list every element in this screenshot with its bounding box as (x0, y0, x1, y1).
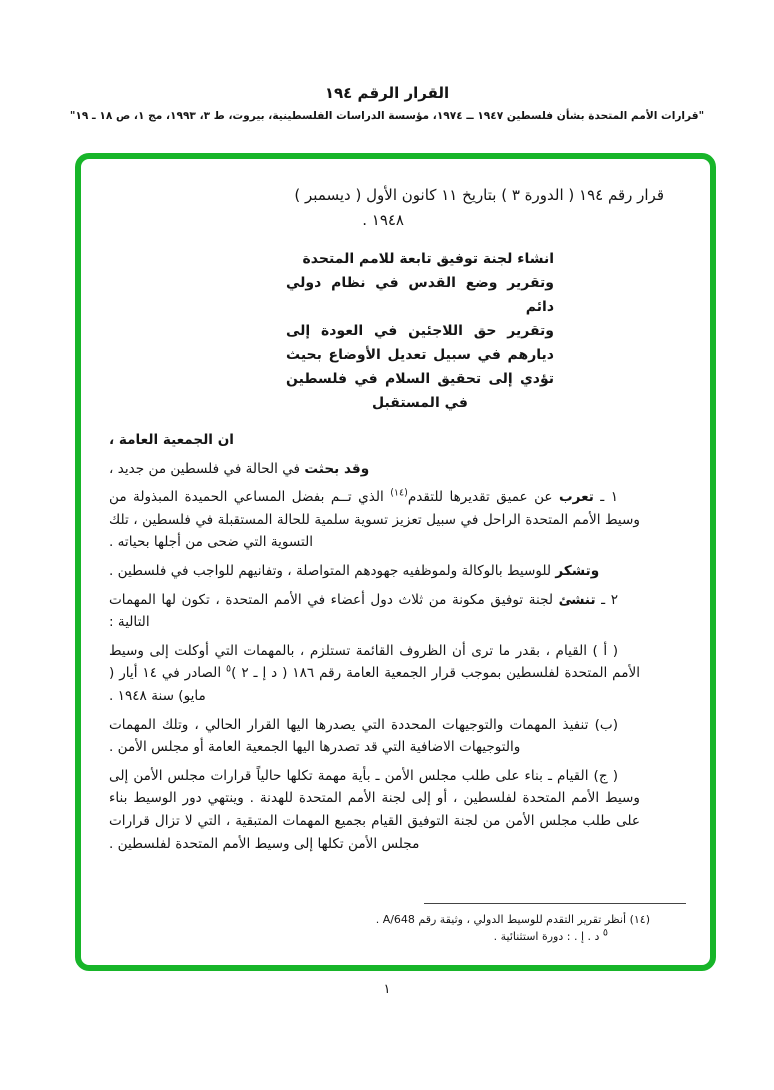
paragraph-a-text: القيام ، بقدر ما ترى أن الظروف القائمة تستلزم ، بالمهمات التي أوكلت إلى وسيط الأمم المتحدة لفلسطين بموجب قرار الجمعية العامة رقم ١٨٦ ( د إ ـ ٢ ) (109, 642, 641, 682)
paragraph-1-lead: تعرب (558, 489, 594, 506)
footnote-14-marker: (١٤) (629, 913, 650, 926)
preamble-considered (109, 458, 640, 481)
footnote-session-text: د . إ . : دورة استثنائية . (493, 930, 603, 943)
paragraph-thanks-text: للوسيط بالوكالة ولموظفيه جهودهم المتواصلة ، وتفانيهم للواجب في فلسطين . (109, 562, 556, 579)
footnote-reference-session: ٥ (226, 663, 232, 675)
resolution-body (109, 429, 640, 855)
subject-line: في المستقبل (372, 395, 468, 411)
paragraph-2 (109, 589, 640, 634)
paragraph-c-text: القيام ـ بناء على طلب مجلس الأمن ـ بأية مهمة تكلها حالياً قرارات مجلس الأمن إلى وسيط الأمم المتحدة لفلسطين ، أو إلى لجنة الأمم المتحدة للهدنة . وينتهي دور الوسيط بناء على طلب مجلس الأمن من لجنة التوفيق القيام بجميع المهمات المتبقية ، التي لا تزال قرارات مجلس الأمن تكلها إلى وسيط الأمم المتحدة لفلسطين . (109, 767, 640, 852)
footnote-separator (424, 903, 686, 904)
paragraph-2-number: ٢ ـ (595, 591, 618, 608)
paragraph-c-label: ( ج) (593, 767, 618, 784)
footnote-session (107, 928, 608, 945)
preamble-considered-rest: في الحالة في فلسطين من جديد ، (109, 460, 305, 477)
footnote-reference-14: (١٤) (390, 487, 408, 499)
preamble-assembly-text: ان الجمعية العامة ، (109, 432, 234, 448)
paragraph-c (109, 765, 640, 855)
paragraph-a-text-cont: الصادر في ١٤ أيار ( مايو) سنة ١٩٤٨ . (109, 665, 227, 704)
paragraph-b-label: (ب) (594, 716, 618, 733)
paragraph-2-text: لجنة توفيق مكونة من ثلاث دول أعضاء في الأمم المتحدة ، تكون لها المهمات التالية : (109, 591, 559, 631)
paragraph-a-label: ( أ ) (592, 642, 618, 659)
paragraph-1-number: ١ ـ (593, 489, 619, 506)
paragraph-b-text: تنفيذ المهمات والتوجيهات المحددة التي يصدرها اليها القرار الحالي ، وتلك المهمات والتوجيهات الاضافية التي قد تصدرها اليها الجمعية العامة أو مجلس الأمن . (109, 716, 595, 756)
paragraph-1-text: عن عميق تقديرها للتقدم (407, 489, 559, 506)
source-citation: "قرارات الأمم المتحدة بشأن فلسطين ١٩٤٧ ــ ١٩٧٤، مؤسسة الدراسات الفلسطينية، بيروت، ط ٣، ١٩٩٣، مج ١، ص ١٨ ـ ١٩" (69, 110, 705, 122)
footnote-14-text: أنظر تقرير التقدم للوسيط الدولي ، وثيقة رقم A/648 . (375, 913, 630, 926)
paragraph-1-text-cont: الذي تــم بفضل المساعي الحميدة المبذولة من وسيط الأمم المتحدة الراحل في سبيل تعزيز تسوية سلمية للحالة المستقبلة في فلسطين ، تلك التسوية التي ضحى من أجلها بحياته . (109, 489, 640, 551)
page-header (0, 84, 774, 122)
footnotes-block (107, 903, 664, 945)
resolution-subject-block (286, 247, 554, 415)
subject-line: وتقرير حق اللاجئين في العودة إلى (286, 323, 554, 339)
paragraph-a (109, 640, 640, 708)
subject-line: انشاء لجنة توفيق تابعة للامم المتحدة (302, 251, 554, 267)
subject-line: وتقرير وضع القدس في نظام دولي دائم (286, 275, 554, 315)
footnote-session-marker: ٥ (602, 927, 608, 939)
resolution-frame (75, 153, 716, 971)
subject-line: تؤدي إلى تحقيق السلام في فلسطين (286, 371, 554, 387)
paragraph-thanks (109, 560, 640, 583)
preamble-considered-lead: وقد بحثت (304, 460, 370, 477)
paragraph-1 (109, 486, 640, 554)
page-number: ١ (383, 982, 391, 997)
paragraph-thanks-lead: وتشكر (555, 562, 600, 579)
resolution-content (81, 159, 710, 965)
resolution-heading (107, 183, 664, 233)
paragraph-2-lead: تنشئ (558, 591, 596, 608)
resolution-heading-line: قرار رقم ١٩٤ ( الدورة ٣ ) بتاريخ ١١ كانون الأول ( ديسمبر ) (294, 186, 664, 204)
page-title: القرار الرقم ١٩٤ (324, 84, 450, 102)
resolution-heading-year: ١٩٤٨ . (362, 211, 404, 229)
preamble-assembly (109, 429, 640, 452)
subject-line: ديارهم في سبيل تعديل الأوضاع بحيث (286, 347, 554, 363)
paragraph-b (109, 714, 640, 759)
footnote-14 (107, 911, 664, 928)
